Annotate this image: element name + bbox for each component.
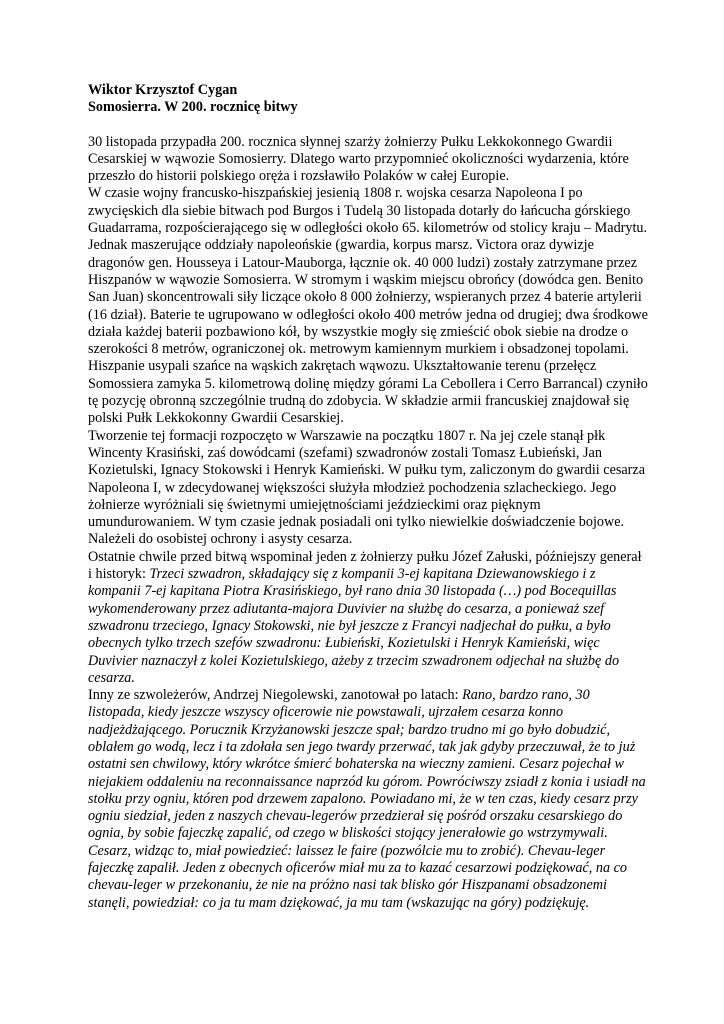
paragraph-regiment-formation <box>88 428 648 549</box>
paragraph-text: Tworzenie tej formacji rozpoczęto w Warszawie na początku 1807 r. Na jej czele stanął płk Wincenty Krasiński, zaś dowódcami (szefami) szwadronów zostali Tomasz Łubieński, Jan Kozietulski, Ignacy Stokowski i Henryk Kamieński. W pułku tym, zaliczonym do gwardii cesarza Napoleona I, w zdecydowanej większości służyła młodzież pochodzenia szlacheckiego. Jego żołnierze wyróżniali się świetnymi umiejętnościami jeździeckimi oraz pięknym umundurowaniem. W tym czasie jednak posiadali oni tylko niewielkie doświadczenie bojowe. Należeli do osobistej ochrony i asysty cesarza. <box>88 427 645 548</box>
quote-text: Trzeci szwadron, składający się z kompanii 3-ej kapitana Dziewanowskiego i z kompanii 7-ej kapitana Piotra Krasińskiego, był rano dnia 30 listopada (…) pod Bocequillas wykomenderowany przez adiutanta-majora Duvivier na służbę do cesarza, a ponieważ szef szwadronu trzeciego, Ignacy Stokowski, nie był jeszcze z Francyi nadjechał do pułku, a było obecnych tylko trzech szefów szwadronu: Łubieński, Kozietulski i Henryk Kamieński, więc Duvivier naznaczył z kolei Kozietulskiego, ażeby z trzecim szwadronem odjechał na służbę do cesarza. <box>88 566 620 686</box>
paragraph-text: Ostatnie chwile przed bitwą wspominał jeden z żołnierzy pułku Józef Załuski, późniejszy generał i historyk: <box>88 548 642 583</box>
document-title: Somosierra. W 200. rocznicę bitwy <box>88 99 298 116</box>
paragraph-text: Inny ze szwoleżerów, Andrzej Niegolewski, zanotował po latach: <box>88 687 463 704</box>
paragraph-intro <box>88 134 648 186</box>
paragraph-text: W czasie wojny francusko-hiszpańskiej jesienią 1808 r. wojska cesarza Napoleona I po zwycięskich dla siebie bitwach pod Burgos i Tudelą 30 listopada dotarły do łańcucha górskiego Guadarrama, rozpościerającego się w odległości około 65. kilometrów od stolicy kraju – Madrytu. Jednak maszerujące oddziały napoleońskie (gwardia, korpus marsz. Victora oraz dywizje dragonów gen. Housseya i Latour-Mauborga, łącznie ok. 40 000 ludzi) zostały zatrzymane przez Hiszpanów w wąwozie Somosierra. W stromym i wąskim miejscu obrońcy (dowódca gen. Benito San Juan) skoncentrowali siły liczące około 8 000 żołnierzy, wspieranych przez 4 baterie artylerii (16 dział). Baterie te ugrupowano w odległości około 400 metrów jedna od drugiej; dwa środkowe działa każdej baterii pozbawiono kół, by wszystkie mogły się zmieścić obok siebie na drodze o szerokości 8 metrów, ograniczonej ok. metrowym kamiennym murkiem i obsadzonej topolami. Hiszpanie usypali szańce na wąskich zakrętach wąwozu. Ukształtowanie terenu (przełęcz Somossiera zamyka 5. kilometrową dolinę między górami La Cebollera i Cerro Barrancal) czyniło tę pozycję obronną szczególnie trudną do zdobycia. W składzie armii francuskiej znajdował się polski Pułk Lekkokonny Gwardii Cesarskiej. <box>88 185 648 427</box>
paragraph-war-context <box>88 185 648 427</box>
author-name: Wiktor Krzysztof Cygan <box>88 82 238 98</box>
document-header <box>88 82 648 117</box>
paragraph-text: 30 listopada przypadła 200. rocznica słynnej szarży żołnierzy Pułku Lekkokonnego Gwardii Cesarskiej w wąwozie Somosierry. Dlatego warto przypomnieć okoliczności wydarzenia, które przeszło do historii polskiego oręża i rozsławiło Polaków w całej Europie. <box>88 133 629 185</box>
quote-text: Rano, bardzo rano, 30 listopada, kiedy jeszcze wszyscy oficerowie nie powstawali, ujrzałem cesarza konno nadjeżdżającego. Porucznik Krzyżanowski jeszcze spał; bardzo trudno mi go było dobudzić, oblałem go wodą, lecz i ta zdołała sen jego twardy przerwać, tak jak gdyby przeczuwał, że to już ostatni sen chwilowy, który wkrótce śmierć bohaterska na wieczny zamieni. Cesarz pojechał w niejakiem oddaleniu na reconnaissance naprzód ku górom. Powróciwszy zsiadł z konia i usiadł na stołku przy ogniu, któren pod drzewem zapalono. Powiadano mi, że w ten czas, kiedy cesarz przy ogniu siedział, jeden z naszych chevau-legerów przedzierał się pośród orszaku cesarskiego do ognia, by sobie fajeczkę zapalić, od czego w bliskości stojący jenerałowie go wstrzymywali. Cesarz, widząc to, miał powiedzieć: laissez le faire (pozwólcie mu to zrobić). Chevau-leger fajeczkę zapalił. Jeden z obecnych oficerów miał mu za to kazać cesarzowi podziękować, na co chevau-leger w przekonaniu, że nie na próżno nasi tak blisko gór Hiszpanami obsadzonemi stanęli, powiedział: co ja tu mam dziękować, ja mu tam (wskazując na góry) podziękuję. <box>88 687 646 911</box>
document-page <box>88 82 648 912</box>
paragraph-zaluski-quote <box>88 549 648 687</box>
paragraph-niegolewski-quote <box>88 687 648 912</box>
